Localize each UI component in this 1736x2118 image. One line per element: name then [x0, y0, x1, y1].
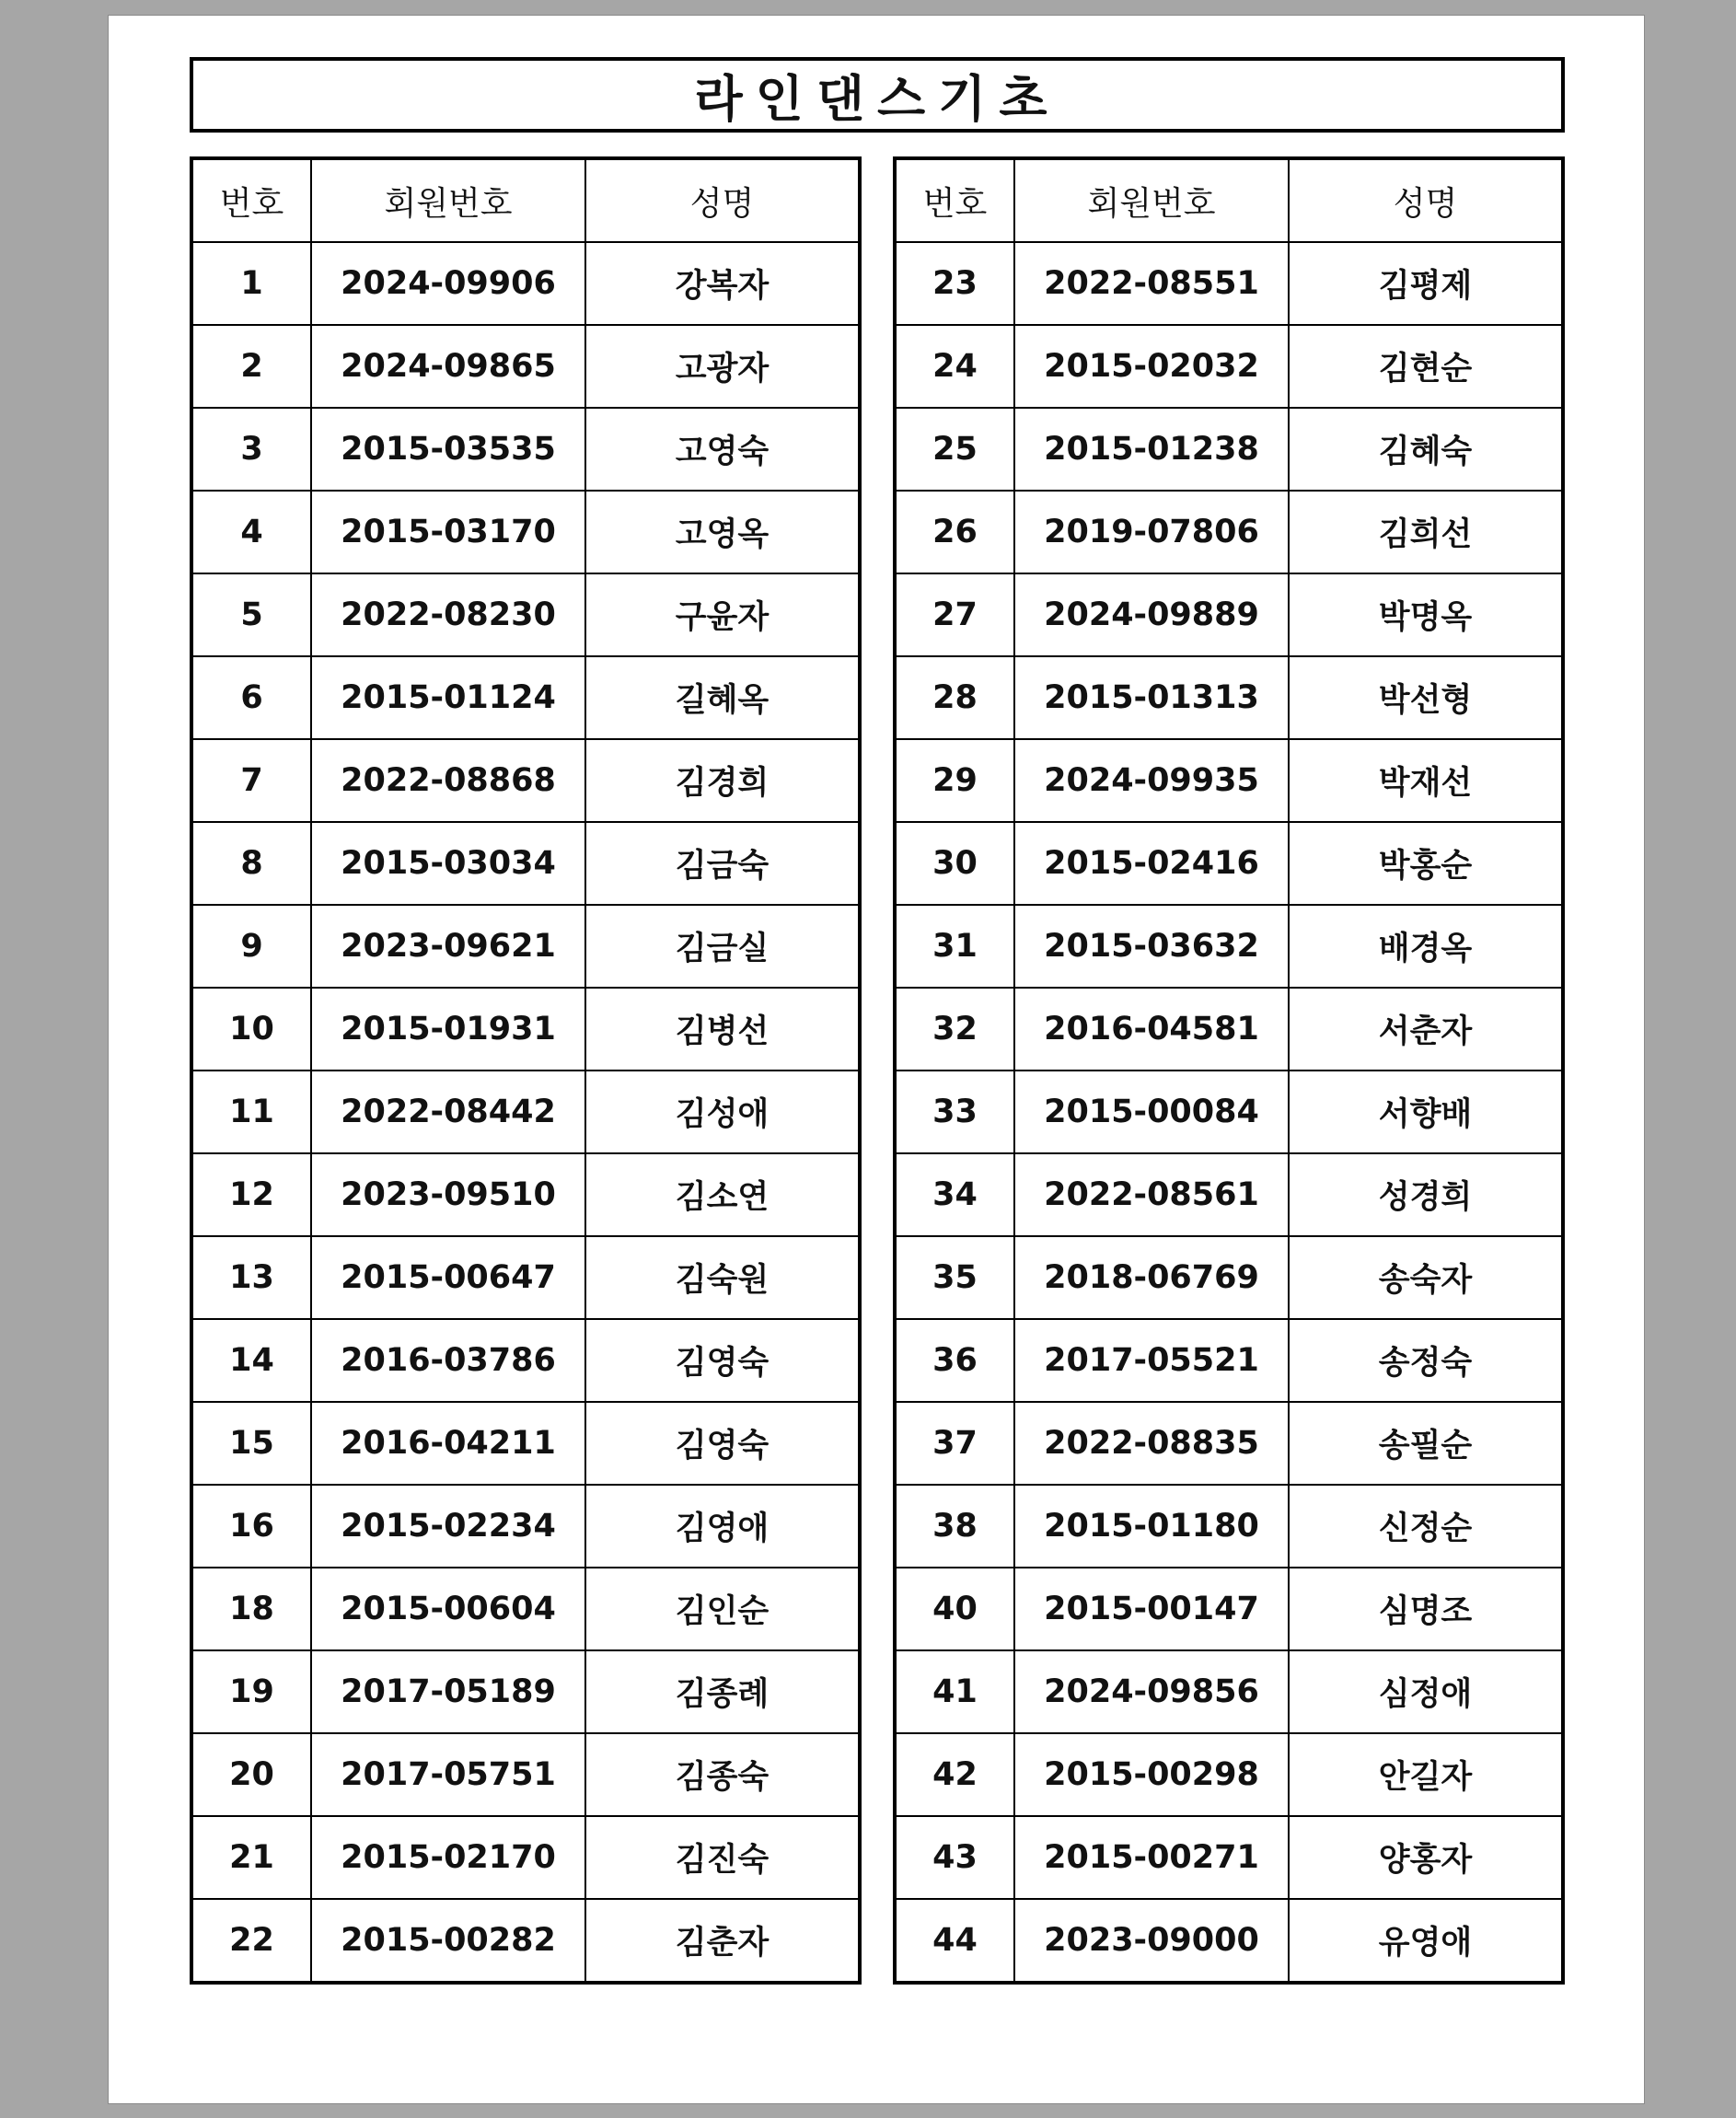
row-number: 24 [895, 325, 1014, 408]
member-id: 2024-09935 [1014, 739, 1289, 822]
member-name: 김희선 [1289, 491, 1563, 573]
member-id: 2015-01931 [311, 988, 585, 1071]
table-row [895, 491, 1563, 573]
table-row [895, 1899, 1563, 1983]
row-number: 34 [895, 1153, 1014, 1236]
member-id: 2015-02416 [1014, 822, 1289, 905]
row-number: 38 [895, 1485, 1014, 1568]
member-name: 박홍순 [1289, 822, 1563, 905]
table-row [895, 1733, 1563, 1816]
header-no: 번호 [895, 158, 1014, 242]
row-number: 18 [191, 1568, 311, 1650]
member-id: 2018-06769 [1014, 1236, 1289, 1319]
member-id: 2022-08835 [1014, 1402, 1289, 1485]
table-row [895, 1568, 1563, 1650]
member-name: 구윤자 [585, 573, 860, 656]
table-row [191, 1485, 860, 1568]
member-name: 김금숙 [585, 822, 860, 905]
member-name: 서향배 [1289, 1071, 1563, 1153]
table-row [895, 242, 1563, 325]
row-number: 31 [895, 905, 1014, 988]
row-number: 40 [895, 1568, 1014, 1650]
member-name: 김평제 [1289, 242, 1563, 325]
member-id: 2022-08868 [311, 739, 585, 822]
member-id: 2017-05189 [311, 1650, 585, 1733]
table-row [895, 1319, 1563, 1402]
header-name: 성명 [1289, 158, 1563, 242]
table-row [191, 1816, 860, 1899]
row-number: 8 [191, 822, 311, 905]
member-name: 심정애 [1289, 1650, 1563, 1733]
row-number: 28 [895, 656, 1014, 739]
member-id: 2023-09621 [311, 905, 585, 988]
member-name: 고영숙 [585, 408, 860, 491]
table-row [191, 1568, 860, 1650]
member-id: 2015-00084 [1014, 1071, 1289, 1153]
row-number: 43 [895, 1816, 1014, 1899]
row-number: 44 [895, 1899, 1014, 1983]
member-id: 2022-08442 [311, 1071, 585, 1153]
member-id: 2015-01124 [311, 656, 585, 739]
member-id: 2015-03034 [311, 822, 585, 905]
row-number: 21 [191, 1816, 311, 1899]
member-id: 2023-09510 [311, 1153, 585, 1236]
row-number: 33 [895, 1071, 1014, 1153]
table-row [895, 408, 1563, 491]
table-row [895, 1816, 1563, 1899]
member-name: 김병선 [585, 988, 860, 1071]
member-name: 심명조 [1289, 1568, 1563, 1650]
header-member-id: 회원번호 [311, 158, 585, 242]
member-id: 2015-01313 [1014, 656, 1289, 739]
table-row [895, 739, 1563, 822]
table-row [191, 1650, 860, 1733]
member-id: 2024-09865 [311, 325, 585, 408]
member-name: 안길자 [1289, 1733, 1563, 1816]
table-row [191, 1236, 860, 1319]
member-name: 김현순 [1289, 325, 1563, 408]
member-name: 김영숙 [585, 1402, 860, 1485]
row-number: 42 [895, 1733, 1014, 1816]
member-id: 2015-02234 [311, 1485, 585, 1568]
member-name: 강복자 [585, 242, 860, 325]
table-row [895, 325, 1563, 408]
row-number: 13 [191, 1236, 311, 1319]
row-number: 32 [895, 988, 1014, 1071]
member-name: 성경희 [1289, 1153, 1563, 1236]
row-number: 27 [895, 573, 1014, 656]
header-name: 성명 [585, 158, 860, 242]
table-row [895, 656, 1563, 739]
table-row [191, 408, 860, 491]
row-number: 6 [191, 656, 311, 739]
row-number: 4 [191, 491, 311, 573]
member-id: 2015-00298 [1014, 1733, 1289, 1816]
row-number: 36 [895, 1319, 1014, 1402]
member-name: 박재선 [1289, 739, 1563, 822]
row-number: 12 [191, 1153, 311, 1236]
member-id: 2015-03170 [311, 491, 585, 573]
member-id: 2015-02170 [311, 1816, 585, 1899]
member-name: 고영옥 [585, 491, 860, 573]
table-row [895, 1236, 1563, 1319]
row-number: 14 [191, 1319, 311, 1402]
member-name: 송정숙 [1289, 1319, 1563, 1402]
member-name: 박명옥 [1289, 573, 1563, 656]
row-number: 19 [191, 1650, 311, 1733]
table-row [191, 1319, 860, 1402]
member-name: 김혜숙 [1289, 408, 1563, 491]
member-id: 2017-05751 [311, 1733, 585, 1816]
member-id: 2015-03535 [311, 408, 585, 491]
member-id: 2016-03786 [311, 1319, 585, 1402]
table-row [191, 988, 860, 1071]
member-id: 2015-00647 [311, 1236, 585, 1319]
row-number: 35 [895, 1236, 1014, 1319]
table-row [191, 573, 860, 656]
member-id: 2015-01180 [1014, 1485, 1289, 1568]
header-row [191, 158, 860, 242]
row-number: 9 [191, 905, 311, 988]
row-number: 25 [895, 408, 1014, 491]
table-row [895, 573, 1563, 656]
member-name: 배경옥 [1289, 905, 1563, 988]
header-no: 번호 [191, 158, 311, 242]
header-member-id: 회원번호 [1014, 158, 1289, 242]
row-number: 20 [191, 1733, 311, 1816]
member-name: 김인순 [585, 1568, 860, 1650]
table-row [895, 1402, 1563, 1485]
member-name: 김금실 [585, 905, 860, 988]
row-number: 37 [895, 1402, 1014, 1485]
member-id: 2015-00147 [1014, 1568, 1289, 1650]
table-row [191, 739, 860, 822]
member-name: 서춘자 [1289, 988, 1563, 1071]
row-number: 2 [191, 325, 311, 408]
member-name: 송필순 [1289, 1402, 1563, 1485]
roster-table-right [893, 156, 1565, 1985]
member-id: 2015-01238 [1014, 408, 1289, 491]
member-name: 고광자 [585, 325, 860, 408]
member-id: 2017-05521 [1014, 1319, 1289, 1402]
member-id: 2024-09889 [1014, 573, 1289, 656]
member-name: 김영애 [585, 1485, 860, 1568]
member-name: 김종숙 [585, 1733, 860, 1816]
row-number: 11 [191, 1071, 311, 1153]
row-number: 29 [895, 739, 1014, 822]
member-name: 김춘자 [585, 1899, 860, 1983]
row-number: 10 [191, 988, 311, 1071]
table-row [895, 905, 1563, 988]
member-id: 2024-09856 [1014, 1650, 1289, 1733]
member-id: 2024-09906 [311, 242, 585, 325]
table-row [191, 1899, 860, 1983]
row-number: 1 [191, 242, 311, 325]
table-row [191, 1153, 860, 1236]
row-number: 41 [895, 1650, 1014, 1733]
member-id: 2015-00271 [1014, 1816, 1289, 1899]
member-name: 양홍자 [1289, 1816, 1563, 1899]
member-id: 2022-08551 [1014, 242, 1289, 325]
table-row [191, 491, 860, 573]
row-number: 23 [895, 242, 1014, 325]
member-name: 김영숙 [585, 1319, 860, 1402]
member-id: 2015-00604 [311, 1568, 585, 1650]
row-number: 16 [191, 1485, 311, 1568]
table-row [191, 242, 860, 325]
row-number: 30 [895, 822, 1014, 905]
row-number: 26 [895, 491, 1014, 573]
table-row [895, 822, 1563, 905]
document-page [108, 15, 1645, 2104]
member-name: 김경희 [585, 739, 860, 822]
member-id: 2016-04581 [1014, 988, 1289, 1071]
row-number: 7 [191, 739, 311, 822]
member-name: 김진숙 [585, 1816, 860, 1899]
member-id: 2023-09000 [1014, 1899, 1289, 1983]
table-row [191, 325, 860, 408]
table-row [191, 822, 860, 905]
table-row [191, 905, 860, 988]
table-row [895, 1485, 1563, 1568]
row-number: 5 [191, 573, 311, 656]
table-row [895, 988, 1563, 1071]
member-id: 2022-08230 [311, 573, 585, 656]
table-row [895, 1650, 1563, 1733]
member-name: 김숙원 [585, 1236, 860, 1319]
header-row [895, 158, 1563, 242]
row-number: 22 [191, 1899, 311, 1983]
table-row [191, 1402, 860, 1485]
member-name: 유영애 [1289, 1899, 1563, 1983]
row-number: 3 [191, 408, 311, 491]
member-id: 2022-08561 [1014, 1153, 1289, 1236]
table-row [191, 656, 860, 739]
table-row [895, 1153, 1563, 1236]
page-title: 라인댄스기초 [190, 57, 1565, 133]
table-row [895, 1071, 1563, 1153]
roster-table-left [190, 156, 862, 1985]
member-id: 2015-02032 [1014, 325, 1289, 408]
member-name: 송숙자 [1289, 1236, 1563, 1319]
member-name: 김종례 [585, 1650, 860, 1733]
member-name: 김성애 [585, 1071, 860, 1153]
member-name: 김소연 [585, 1153, 860, 1236]
member-id: 2015-03632 [1014, 905, 1289, 988]
table-row [191, 1071, 860, 1153]
member-id: 2019-07806 [1014, 491, 1289, 573]
member-name: 길혜옥 [585, 656, 860, 739]
member-name: 박선형 [1289, 656, 1563, 739]
row-number: 15 [191, 1402, 311, 1485]
member-name: 신정순 [1289, 1485, 1563, 1568]
table-row [191, 1733, 860, 1816]
member-id: 2016-04211 [311, 1402, 585, 1485]
member-id: 2015-00282 [311, 1899, 585, 1983]
